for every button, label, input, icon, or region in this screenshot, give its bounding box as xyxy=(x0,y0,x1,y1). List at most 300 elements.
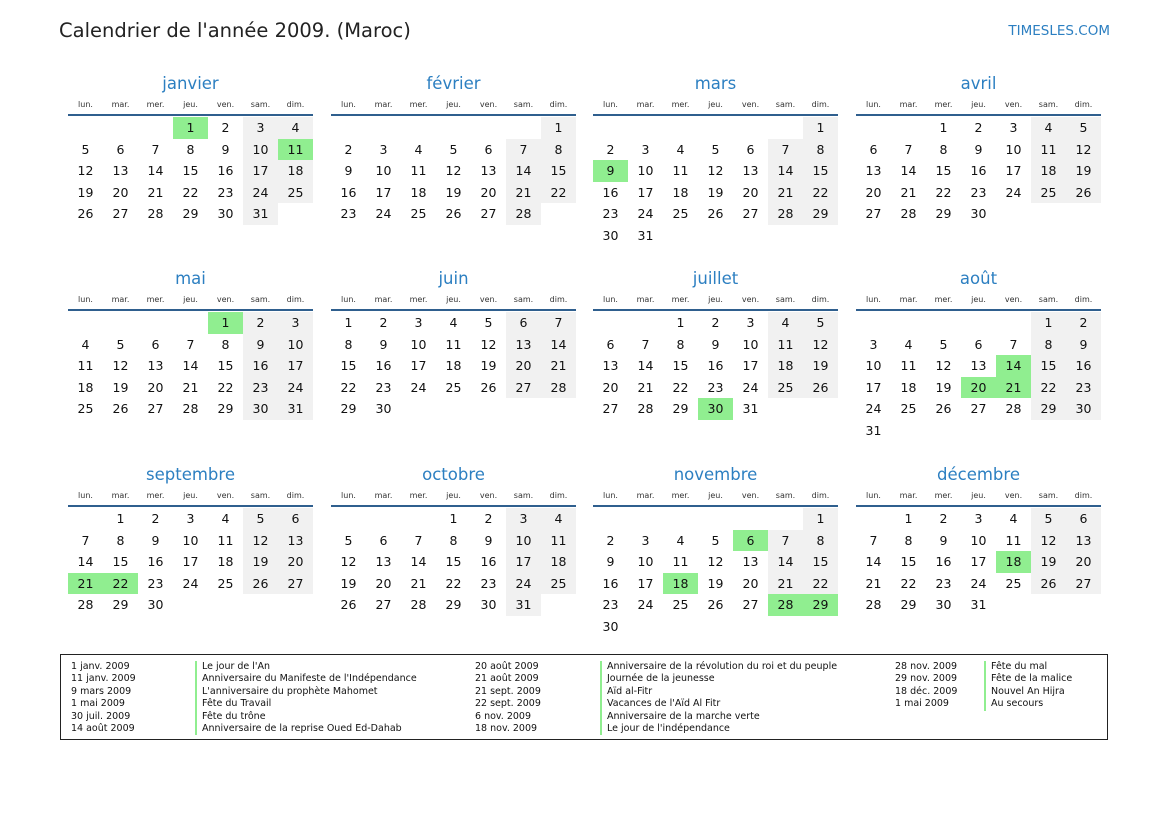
day-cell: 17 xyxy=(182,554,199,570)
empty-cell xyxy=(331,508,366,530)
day-cell: 2 xyxy=(243,312,278,334)
day-cell: 8 xyxy=(344,336,353,352)
legend-holiday-name: Anniversaire de la marche verte xyxy=(600,711,837,723)
day-cell: 3 xyxy=(243,117,278,139)
day-cell: 26 xyxy=(445,206,462,222)
weekday-label: sam. xyxy=(250,295,271,304)
day-cell: 16 xyxy=(1066,355,1101,377)
weekday-label: jeu. xyxy=(708,100,723,109)
weekday-header xyxy=(331,488,576,504)
day-cell: 11 xyxy=(541,530,576,552)
day-cell: 10 xyxy=(243,139,278,161)
day-cell: 11 xyxy=(1005,532,1022,548)
empty-cell xyxy=(173,312,208,334)
day-cell: 7 xyxy=(904,141,913,157)
day-cell: 1 xyxy=(676,315,685,330)
empty-cell xyxy=(768,117,803,139)
day-cell: 13 xyxy=(602,358,619,374)
empty-cell xyxy=(891,117,926,139)
month-name: août xyxy=(959,269,998,288)
weekday-label: mer. xyxy=(934,100,953,109)
month-block xyxy=(856,72,1101,225)
site-link[interactable]: TIMESLES.COM xyxy=(1008,23,1110,39)
day-cell: 22 xyxy=(340,379,357,395)
day-cell: 25 xyxy=(1005,575,1022,591)
day-cell: 7 xyxy=(768,139,803,161)
day-cell: 2 xyxy=(606,532,615,548)
day-cell: 30 xyxy=(602,227,619,243)
day-cell: 10 xyxy=(970,532,987,548)
legend-holiday-name: Journée de la jeunesse xyxy=(600,673,837,685)
day-cell: 26 xyxy=(243,573,278,595)
day-cell: 19 xyxy=(340,575,357,591)
day-cell: 13 xyxy=(742,554,759,570)
day-cell: 28 xyxy=(147,206,164,222)
day-cell: 7 xyxy=(414,532,423,548)
day-cell: 27 xyxy=(147,401,164,417)
day-cell: 23 xyxy=(375,379,392,395)
day-cell: 24 xyxy=(182,575,199,591)
day-cell: 13 xyxy=(742,163,759,179)
day-cell: 31 xyxy=(865,422,882,438)
day-cell: 8 xyxy=(449,532,458,548)
weekday-label: jeu. xyxy=(183,491,198,500)
empty-cell xyxy=(366,508,401,530)
weekday-label: lun. xyxy=(341,295,356,304)
weekday-label: sam. xyxy=(1038,491,1059,500)
day-grid xyxy=(856,117,1101,225)
day-cell: 12 xyxy=(243,530,278,552)
weekday-label: mar. xyxy=(899,295,918,304)
weekday-label: mar. xyxy=(111,100,130,109)
day-cell: 12 xyxy=(445,163,462,179)
day-cell: 3 xyxy=(974,511,983,526)
legend-holiday-name: Anniversaire de la révolution du roi et du peuple xyxy=(600,661,837,673)
weekday-header xyxy=(856,292,1101,308)
weekday-label: jeu. xyxy=(446,100,461,109)
day-cell: 3 xyxy=(186,511,195,526)
month-divider xyxy=(68,505,313,507)
empty-cell xyxy=(628,508,663,530)
day-cell: 11 xyxy=(445,336,462,352)
day-cell: 9 xyxy=(606,554,615,570)
day-cell: 24 xyxy=(506,573,541,595)
day-cell: 1 xyxy=(344,315,353,330)
day-cell: 26 xyxy=(1066,182,1101,204)
day-cell: 5 xyxy=(116,336,125,352)
day-cell: 16 xyxy=(217,163,234,179)
legend-date: 21 sept. 2009 xyxy=(475,685,541,697)
legend-date: 14 août 2009 xyxy=(71,722,135,734)
weekday-label: sam. xyxy=(1038,295,1059,304)
day-cell: 8 xyxy=(803,530,838,552)
day-cell: 10 xyxy=(865,358,882,374)
day-cell: 14 xyxy=(410,554,427,570)
day-cell: 15 xyxy=(217,358,234,374)
month-divider xyxy=(856,505,1101,507)
empty-cell xyxy=(663,117,698,139)
day-grid xyxy=(68,117,313,225)
holiday-day-cell: 21 xyxy=(68,573,103,595)
day-cell: 20 xyxy=(112,184,129,200)
day-cell: 8 xyxy=(116,532,125,548)
weekday-label: mer. xyxy=(934,491,953,500)
day-cell: 31 xyxy=(742,401,759,417)
day-cell: 18 xyxy=(278,160,313,182)
empty-cell xyxy=(103,312,138,334)
holiday-day-cell: 18 xyxy=(663,573,698,595)
day-cell: 6 xyxy=(116,141,125,157)
day-cell: 18 xyxy=(541,551,576,573)
day-cell: 29 xyxy=(672,401,689,417)
day-cell: 20 xyxy=(147,379,164,395)
day-cell: 26 xyxy=(707,206,724,222)
day-cell: 11 xyxy=(672,163,689,179)
day-cell: 28 xyxy=(768,203,803,225)
day-cell: 26 xyxy=(1031,573,1066,595)
day-cell: 14 xyxy=(147,163,164,179)
day-cell: 11 xyxy=(672,554,689,570)
legend-holiday-name: Fête du Travail xyxy=(195,698,417,710)
day-cell: 27 xyxy=(506,377,541,399)
empty-cell xyxy=(663,508,698,530)
weekday-label: ven. xyxy=(741,491,760,500)
day-cell: 14 xyxy=(77,554,94,570)
month-block xyxy=(593,463,838,638)
day-cell: 1 xyxy=(541,117,576,139)
day-cell: 2 xyxy=(974,120,983,135)
day-cell: 29 xyxy=(803,203,838,225)
day-cell: 15 xyxy=(935,163,952,179)
weekday-label: ven. xyxy=(216,295,235,304)
day-cell: 24 xyxy=(637,206,654,222)
day-cell: 24 xyxy=(865,401,882,417)
day-cell: 19 xyxy=(112,379,129,395)
day-cell: 28 xyxy=(410,597,427,613)
day-cell: 4 xyxy=(1009,511,1018,526)
day-cell: 24 xyxy=(1005,184,1022,200)
day-cell: 16 xyxy=(147,554,164,570)
day-cell: 17 xyxy=(742,358,759,374)
day-cell: 31 xyxy=(278,398,313,420)
day-cell: 25 xyxy=(410,206,427,222)
day-cell: 26 xyxy=(803,377,838,399)
day-cell: 13 xyxy=(1066,530,1101,552)
day-cell: 1 xyxy=(803,508,838,530)
day-cell: 16 xyxy=(707,358,724,374)
empty-cell xyxy=(401,508,436,530)
day-grid xyxy=(593,312,838,420)
day-cell: 1 xyxy=(904,511,913,526)
day-cell: 2 xyxy=(606,141,615,157)
day-cell: 9 xyxy=(379,336,388,352)
weekday-label: dim. xyxy=(286,100,305,109)
day-cell: 13 xyxy=(278,530,313,552)
day-cell: 4 xyxy=(449,315,458,330)
day-cell: 6 xyxy=(484,141,493,157)
holiday-legend xyxy=(60,654,1108,740)
legend-date: 28 nov. 2009 xyxy=(895,661,958,672)
weekday-label: mar. xyxy=(899,100,918,109)
empty-cell xyxy=(436,117,471,139)
day-cell: 27 xyxy=(480,206,497,222)
legend-date: 18 déc. 2009 xyxy=(895,685,958,697)
weekday-label: lun. xyxy=(341,100,356,109)
weekday-label: mar. xyxy=(636,295,655,304)
day-cell: 21 xyxy=(768,182,803,204)
day-cell: 9 xyxy=(711,336,720,352)
day-cell: 5 xyxy=(711,141,720,157)
empty-cell xyxy=(506,117,541,139)
day-cell: 21 xyxy=(506,182,541,204)
day-cell: 22 xyxy=(900,575,917,591)
day-cell: 18 xyxy=(410,184,427,200)
day-cell: 2 xyxy=(379,315,388,330)
day-cell: 19 xyxy=(1066,160,1101,182)
day-grid xyxy=(331,312,576,420)
legend-holiday-name: Fête du mal xyxy=(984,661,1072,673)
month-divider xyxy=(593,505,838,507)
day-cell: 13 xyxy=(865,163,882,179)
month-block xyxy=(331,463,576,616)
weekday-header xyxy=(68,292,313,308)
day-cell: 7 xyxy=(541,312,576,334)
weekday-label: ven. xyxy=(741,295,760,304)
day-cell: 18 xyxy=(768,355,803,377)
day-cell: 8 xyxy=(186,141,195,157)
holiday-day-cell: 22 xyxy=(103,573,138,595)
day-cell: 9 xyxy=(151,532,160,548)
day-cell: 6 xyxy=(506,312,541,334)
day-cell: 10 xyxy=(410,336,427,352)
weekday-label: dim. xyxy=(286,295,305,304)
day-cell: 6 xyxy=(974,336,983,352)
day-cell: 4 xyxy=(278,117,313,139)
holiday-day-cell: 29 xyxy=(803,594,838,616)
weekday-label: mer. xyxy=(146,295,165,304)
day-cell: 28 xyxy=(182,401,199,417)
day-cell: 6 xyxy=(746,141,755,157)
day-cell: 15 xyxy=(182,163,199,179)
legend-holiday-name: Le jour de l'indépendance xyxy=(600,723,837,735)
weekday-label: mer. xyxy=(671,295,690,304)
weekday-header xyxy=(68,488,313,504)
legend-holiday-name: Aïd al-Fitr xyxy=(600,686,837,698)
weekday-header xyxy=(331,292,576,308)
empty-cell xyxy=(593,312,628,334)
legend-date: 1 mai 2009 xyxy=(71,698,125,710)
weekday-label: jeu. xyxy=(446,491,461,500)
day-cell: 19 xyxy=(77,184,94,200)
day-cell: 3 xyxy=(869,336,878,352)
legend-date: 20 août 2009 xyxy=(475,661,539,672)
legend-holiday-name: Nouvel An Hijra xyxy=(984,686,1072,698)
day-cell: 28 xyxy=(865,597,882,613)
day-cell: 22 xyxy=(217,379,234,395)
day-cell: 18 xyxy=(1031,160,1066,182)
day-cell: 12 xyxy=(340,554,357,570)
day-cell: 29 xyxy=(112,597,129,613)
day-cell: 3 xyxy=(379,141,388,157)
day-cell: 30 xyxy=(970,206,987,222)
day-cell: 16 xyxy=(480,554,497,570)
month-block xyxy=(593,267,838,420)
legend-date: 6 nov. 2009 xyxy=(475,710,531,722)
legend-holiday-name: Fête de la malice xyxy=(984,673,1072,685)
legend-date: 9 mars 2009 xyxy=(71,685,132,697)
day-cell: 10 xyxy=(637,163,654,179)
month-name: novembre xyxy=(673,465,758,484)
day-cell: 18 xyxy=(77,379,94,395)
empty-cell xyxy=(996,312,1031,334)
day-cell: 20 xyxy=(278,551,313,573)
day-cell: 12 xyxy=(935,358,952,374)
day-cell: 19 xyxy=(935,379,952,395)
weekday-label: ven. xyxy=(1004,491,1023,500)
month-divider xyxy=(331,505,576,507)
month-divider xyxy=(331,114,576,116)
day-cell: 25 xyxy=(900,401,917,417)
day-cell: 28 xyxy=(541,377,576,399)
day-cell: 6 xyxy=(1066,508,1101,530)
month-divider xyxy=(856,114,1101,116)
day-cell: 7 xyxy=(768,530,803,552)
day-grid xyxy=(593,508,838,638)
empty-cell xyxy=(331,117,366,139)
weekday-label: lun. xyxy=(603,295,618,304)
day-cell: 2 xyxy=(711,315,720,330)
legend-date: 29 nov. 2009 xyxy=(895,673,958,685)
day-cell: 10 xyxy=(182,532,199,548)
day-cell: 22 xyxy=(182,184,199,200)
weekday-label: mer. xyxy=(146,491,165,500)
legend-date: 1 janv. 2009 xyxy=(71,661,130,672)
day-cell: 2 xyxy=(151,511,160,526)
day-cell: 27 xyxy=(742,206,759,222)
day-cell: 15 xyxy=(541,160,576,182)
day-cell: 25 xyxy=(672,597,689,613)
weekday-label: sam. xyxy=(775,100,796,109)
day-cell: 14 xyxy=(768,160,803,182)
day-cell: 22 xyxy=(803,573,838,595)
day-cell: 21 xyxy=(147,184,164,200)
day-cell: 15 xyxy=(900,554,917,570)
legend-date: 1 mai 2009 xyxy=(895,698,949,710)
day-cell: 1 xyxy=(449,511,458,526)
legend-holiday-name: Au secours xyxy=(984,698,1072,710)
day-cell: 7 xyxy=(151,141,160,157)
day-cell: 15 xyxy=(445,554,462,570)
day-cell: 18 xyxy=(445,358,462,374)
weekday-label: ven. xyxy=(479,295,498,304)
holiday-day-cell: 21 xyxy=(996,377,1031,399)
day-cell: 29 xyxy=(900,597,917,613)
month-name: mai xyxy=(175,269,206,288)
day-cell: 11 xyxy=(768,334,803,356)
day-grid xyxy=(856,508,1101,616)
legend-name-column xyxy=(600,661,837,735)
day-cell: 6 xyxy=(869,141,878,157)
weekday-label: mer. xyxy=(409,491,428,500)
weekday-label: ven. xyxy=(216,491,235,500)
day-cell: 31 xyxy=(637,227,654,243)
weekday-label: jeu. xyxy=(183,295,198,304)
day-cell: 3 xyxy=(506,508,541,530)
weekday-label: mer. xyxy=(146,100,165,109)
empty-cell xyxy=(698,117,733,139)
day-cell: 14 xyxy=(182,358,199,374)
holiday-day-cell: 1 xyxy=(173,117,208,139)
day-cell: 24 xyxy=(243,182,278,204)
legend-date: 30 juil. 2009 xyxy=(71,710,131,722)
day-cell: 5 xyxy=(803,312,838,334)
month-block xyxy=(68,72,313,225)
day-cell: 25 xyxy=(217,575,234,591)
weekday-label: lun. xyxy=(341,491,356,500)
day-cell: 22 xyxy=(1031,377,1066,399)
legend-date-column xyxy=(71,661,136,735)
empty-cell xyxy=(138,312,173,334)
day-cell: 26 xyxy=(112,401,129,417)
empty-cell xyxy=(961,312,996,334)
day-cell: 16 xyxy=(243,355,278,377)
day-cell: 17 xyxy=(1005,163,1022,179)
day-cell: 25 xyxy=(278,182,313,204)
day-cell: 27 xyxy=(112,206,129,222)
day-cell: 23 xyxy=(970,184,987,200)
empty-cell xyxy=(733,117,768,139)
weekday-label: dim. xyxy=(1074,295,1093,304)
day-cell: 2 xyxy=(221,120,230,135)
page-title: Calendrier de l'année 2009. (Maroc) xyxy=(59,19,411,42)
day-cell: 10 xyxy=(1005,141,1022,157)
weekday-label: mar. xyxy=(374,295,393,304)
legend-date: 18 nov. 2009 xyxy=(475,722,538,734)
empty-cell xyxy=(593,508,628,530)
month-block xyxy=(68,463,313,616)
day-cell: 5 xyxy=(243,508,278,530)
weekday-label: lun. xyxy=(78,295,93,304)
day-cell: 1 xyxy=(1031,312,1066,334)
day-cell: 8 xyxy=(1031,334,1066,356)
month-block xyxy=(331,267,576,420)
day-cell: 17 xyxy=(865,379,882,395)
day-cell: 14 xyxy=(900,163,917,179)
day-cell: 7 xyxy=(1009,336,1018,352)
month-divider xyxy=(856,309,1101,311)
day-cell: 18 xyxy=(217,554,234,570)
legend-date: 21 août 2009 xyxy=(475,673,539,685)
day-cell: 8 xyxy=(803,139,838,161)
day-cell: 4 xyxy=(1031,117,1066,139)
holiday-day-cell: 28 xyxy=(768,594,803,616)
day-cell: 15 xyxy=(803,160,838,182)
day-cell: 27 xyxy=(742,597,759,613)
day-cell: 20 xyxy=(865,184,882,200)
day-cell: 24 xyxy=(742,379,759,395)
day-cell: 12 xyxy=(803,334,838,356)
day-cell: 10 xyxy=(375,163,392,179)
day-cell: 23 xyxy=(707,379,724,395)
day-cell: 30 xyxy=(243,398,278,420)
weekday-label: ven. xyxy=(741,100,760,109)
day-cell: 15 xyxy=(803,551,838,573)
empty-cell xyxy=(891,312,926,334)
holiday-day-cell: 20 xyxy=(961,377,996,399)
empty-cell xyxy=(103,117,138,139)
day-cell: 7 xyxy=(869,532,878,548)
day-cell: 2 xyxy=(939,511,948,526)
